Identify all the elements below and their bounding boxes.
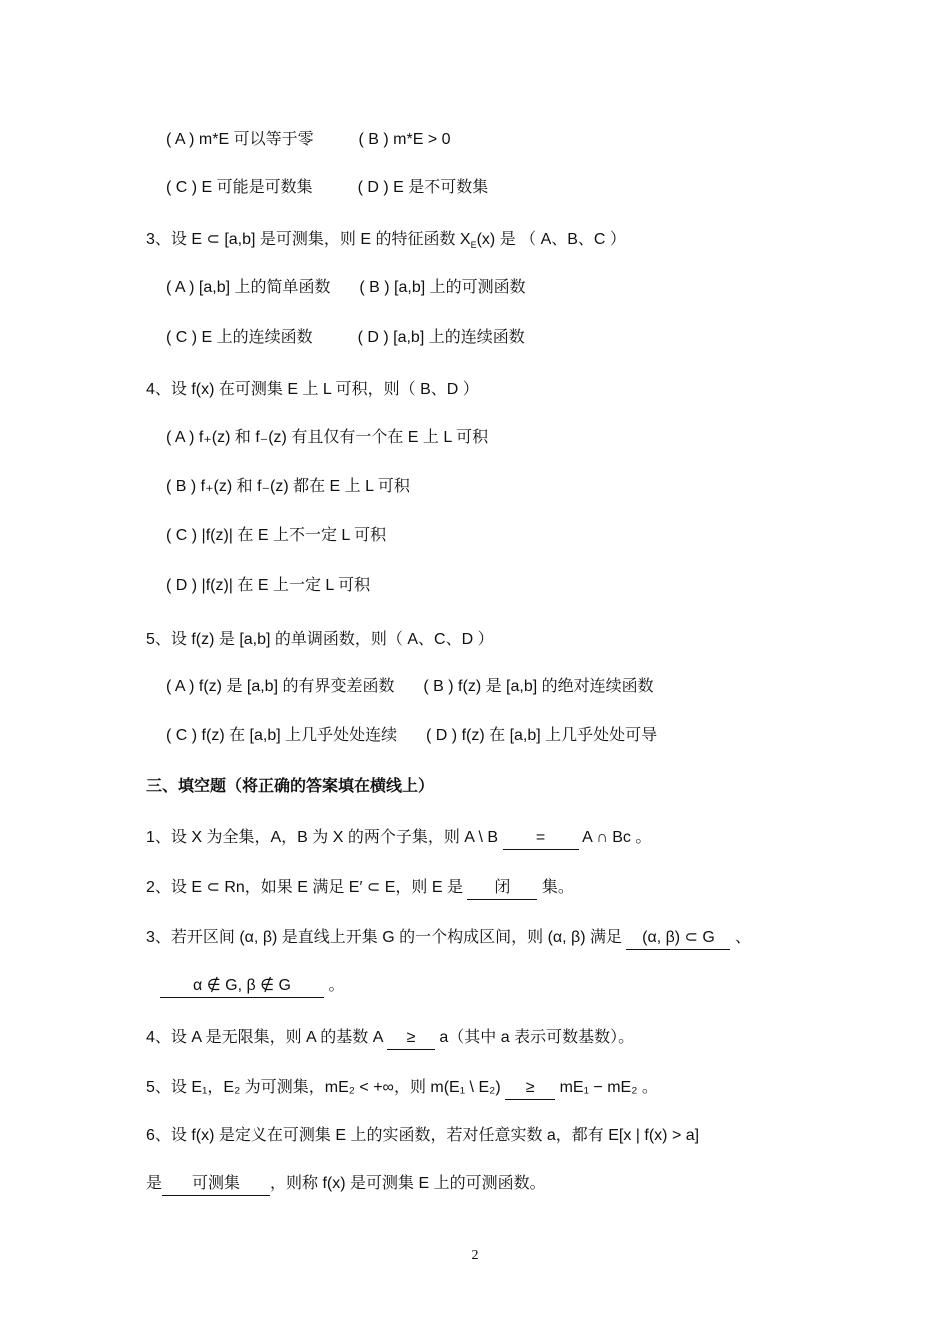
q2-options-ab bbox=[166, 128, 451, 152]
fill-3-cont: α ∉ G, β ∉ G 。 bbox=[160, 974, 344, 998]
q5-stem: 5、设 f(z) 是 [a,b] 的单调函数，则（ A、C、D ） bbox=[146, 631, 494, 648]
fill-2-blank: 闭 bbox=[467, 877, 537, 900]
q5-option-d: ( D ) f(z) 在 [a,b] 上几乎处处可导 bbox=[426, 727, 658, 744]
q3-options-ab bbox=[166, 276, 526, 300]
q5-options-cd bbox=[166, 724, 657, 748]
fill-4: 4、设 A 是无限集，则 A 的基数 A ≥ a（其中 a 表示可数基数）。 bbox=[146, 1026, 634, 1050]
q3-option-a: ( A ) [a,b] 上的简单函数 bbox=[166, 279, 331, 296]
fill-6-cont: 是 可测集 ，则称 f(x) 是可测集 E 上的可测函数。 bbox=[146, 1172, 546, 1196]
q4-option-d: ( D ) |f(z)| 在 E 上一定 L 可积 bbox=[166, 577, 371, 594]
fill-3-blank-1: (α, β) ⊂ G bbox=[626, 927, 730, 950]
fill-2: 2、设 E ⊂ Rn，如果 E 满足 E′ ⊂ E，则 E 是 闭 集。 bbox=[146, 876, 574, 900]
q2-options-cd bbox=[166, 176, 488, 200]
fill-1: 1、设 X 为全集，A，B 为 X 的两个子集，则 A \ B = A ∩ Bc 。 bbox=[146, 826, 651, 850]
q4-option-c: ( C ) |f(z)| 在 E 上不一定 L 可积 bbox=[166, 527, 387, 544]
fill-3-blank-2: α ∉ G, β ∉ G bbox=[160, 975, 324, 998]
fill-1-blank: = bbox=[503, 827, 579, 850]
q3-option-b: ( B ) [a,b] 上的可测函数 bbox=[359, 279, 526, 296]
page-number: 2 bbox=[471, 1248, 479, 1263]
fill-4-blank: ≥ bbox=[387, 1027, 435, 1050]
q3-stem: 3、设 E ⊂ [a,b] 是可测集，则 E 的特征函数 $X_E(x)$ 是 （ A、B、C ） bbox=[146, 231, 626, 251]
fill-5: 5、设 E₁，E₂ 为可测集，mE₂ < +∞，则 m(E₁ \ E₂) ≥ mE₁ − mE₂ 。 bbox=[146, 1076, 658, 1100]
q2-option-a: ( A ) m*E 可以等于零 bbox=[166, 131, 314, 148]
section-3-title: 三、填空题（将正确的答案填在横线上） bbox=[146, 778, 435, 795]
fill-6: 6、设 f(x) 是定义在可测集 E 上的实函数，若对任意实数 a，都有 E[x | f(x) > a] bbox=[146, 1127, 700, 1144]
q5-options-ab bbox=[166, 675, 654, 699]
q2-option-d: ( D ) E 是不可数集 bbox=[357, 179, 489, 196]
q2-option-b: ( B ) m*E > 0 bbox=[358, 131, 451, 148]
q4-option-a: ( A ) f₊(z) 和 f₋(z) 有且仅有一个在 E 上 L 可积 bbox=[166, 429, 489, 446]
q3-option-d: ( D ) [a,b] 上的连续函数 bbox=[357, 329, 525, 346]
q5-option-b: ( B ) f(z) 是 [a,b] 的绝对连续函数 bbox=[423, 678, 654, 695]
q5-option-c: ( C ) f(z) 在 [a,b] 上几乎处处连续 bbox=[166, 727, 398, 744]
q4-stem: 4、设 f(x) 在可测集 E 上 L 可积，则（ B、D ） bbox=[146, 381, 479, 398]
q2-option-c: ( C ) E 可能是可数集 bbox=[166, 179, 313, 196]
fill-5-blank: ≥ bbox=[505, 1077, 555, 1100]
q3-option-c: ( C ) E 上的连续函数 bbox=[166, 329, 313, 346]
fill-3: 3、若开区间 (α, β) 是直线上开集 G 的一个构成区间，则 (α, β) 满足 (α, β) ⊂ G 、 bbox=[146, 926, 751, 950]
q4-option-b: ( B ) f₊(z) 和 f₋(z) 都在 E 上 L 可积 bbox=[166, 478, 410, 495]
fill-6-blank: 可测集 bbox=[162, 1173, 270, 1196]
q5-option-a: ( A ) f(z) 是 [a,b] 的有界变差函数 bbox=[166, 678, 395, 695]
q3-options-cd bbox=[166, 326, 525, 350]
